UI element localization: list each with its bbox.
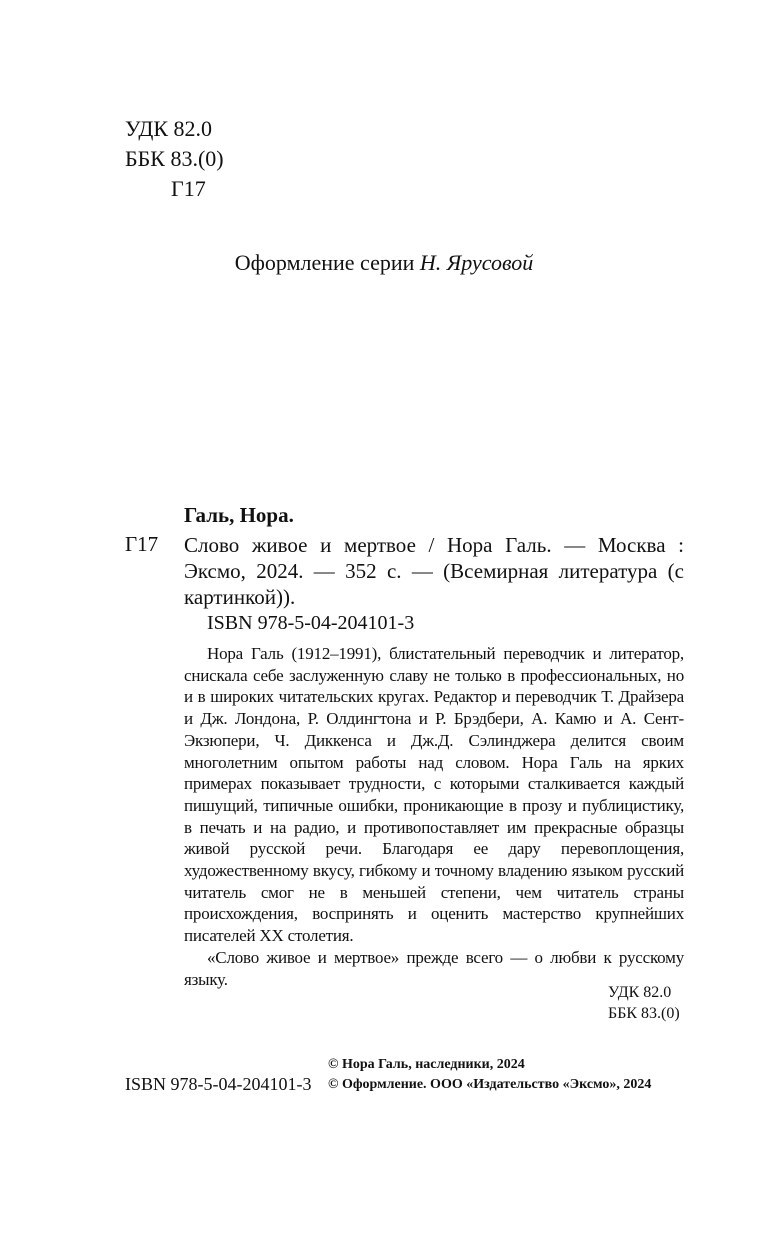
catalog-bbk-code: ББК 83.(0)	[608, 1005, 680, 1022]
series-design-credit	[0, 250, 768, 276]
annotation-paragraph: «Слово живое и мертвое» прежде всего — о любви к русскому языку.	[184, 947, 684, 989]
header-classification-codes	[125, 114, 224, 204]
annotation-paragraph: Нора Галь (1912–1991), блистательный переводчик и литератор, снискала себе заслуженную славу не только в профессиональных, но и в широких читательских кругах. Редактор и переводчик Т. Драйзера и Дж. Лондона, Р. Олдингтона и Р. Брэдбери, А. Камю и А. Сент-Экзюпери, Ч. Диккенса и Дж.Д. Сэлинджера делится своим многолетним опытом работы над словом. Нора Галь на ярких примерах показывает трудности, с которыми сталкивается каждый пишущий, типичные ошибки, проникающие в прозу и публицистику, в печать и на радио, и противопоставляет им прекрасные образцы живой русской речи. Благодаря ее дару перевоплощения, художественному вкусу, гибкому и точному владению языком русский читатель смог не в меньшей степени, чем читатель страны происхождения, воспринять и оценить мастерство крупнейших писателей XX столетия.	[184, 644, 684, 946]
bbk-code: ББК 83.(0)	[125, 146, 224, 171]
catalog-isbn: ISBN 978-5-04-204101-3	[207, 612, 415, 634]
udk-code: УДК 82.0	[125, 116, 213, 141]
catalog-author-mark: Г17	[125, 532, 159, 556]
catalog-author: Галь, Нора.	[184, 503, 294, 527]
book-annotation	[184, 643, 684, 990]
bibliographic-description: Слово живое и мертвое / Нора Галь. — Москва : Эксмо, 2024. — 352 с. — (Всемирная литература (с картинкой)).	[184, 533, 684, 609]
copyright-design: © Оформление. ООО «Издательство «Эксмо», 2024	[328, 1077, 652, 1092]
footer-isbn: ISBN 978-5-04-204101-3	[125, 1074, 312, 1094]
series-design-prefix: Оформление серии	[234, 250, 420, 275]
catalog-udk-code: УДК 82.0	[608, 984, 672, 1001]
catalog-classification-codes	[608, 982, 680, 1024]
author-mark: Г17	[171, 176, 206, 201]
series-designer-name: Н. Ярусовой	[419, 250, 534, 275]
copyright-author: © Нора Галь, наследники, 2024	[328, 1057, 525, 1072]
copyright-block	[328, 1055, 651, 1095]
